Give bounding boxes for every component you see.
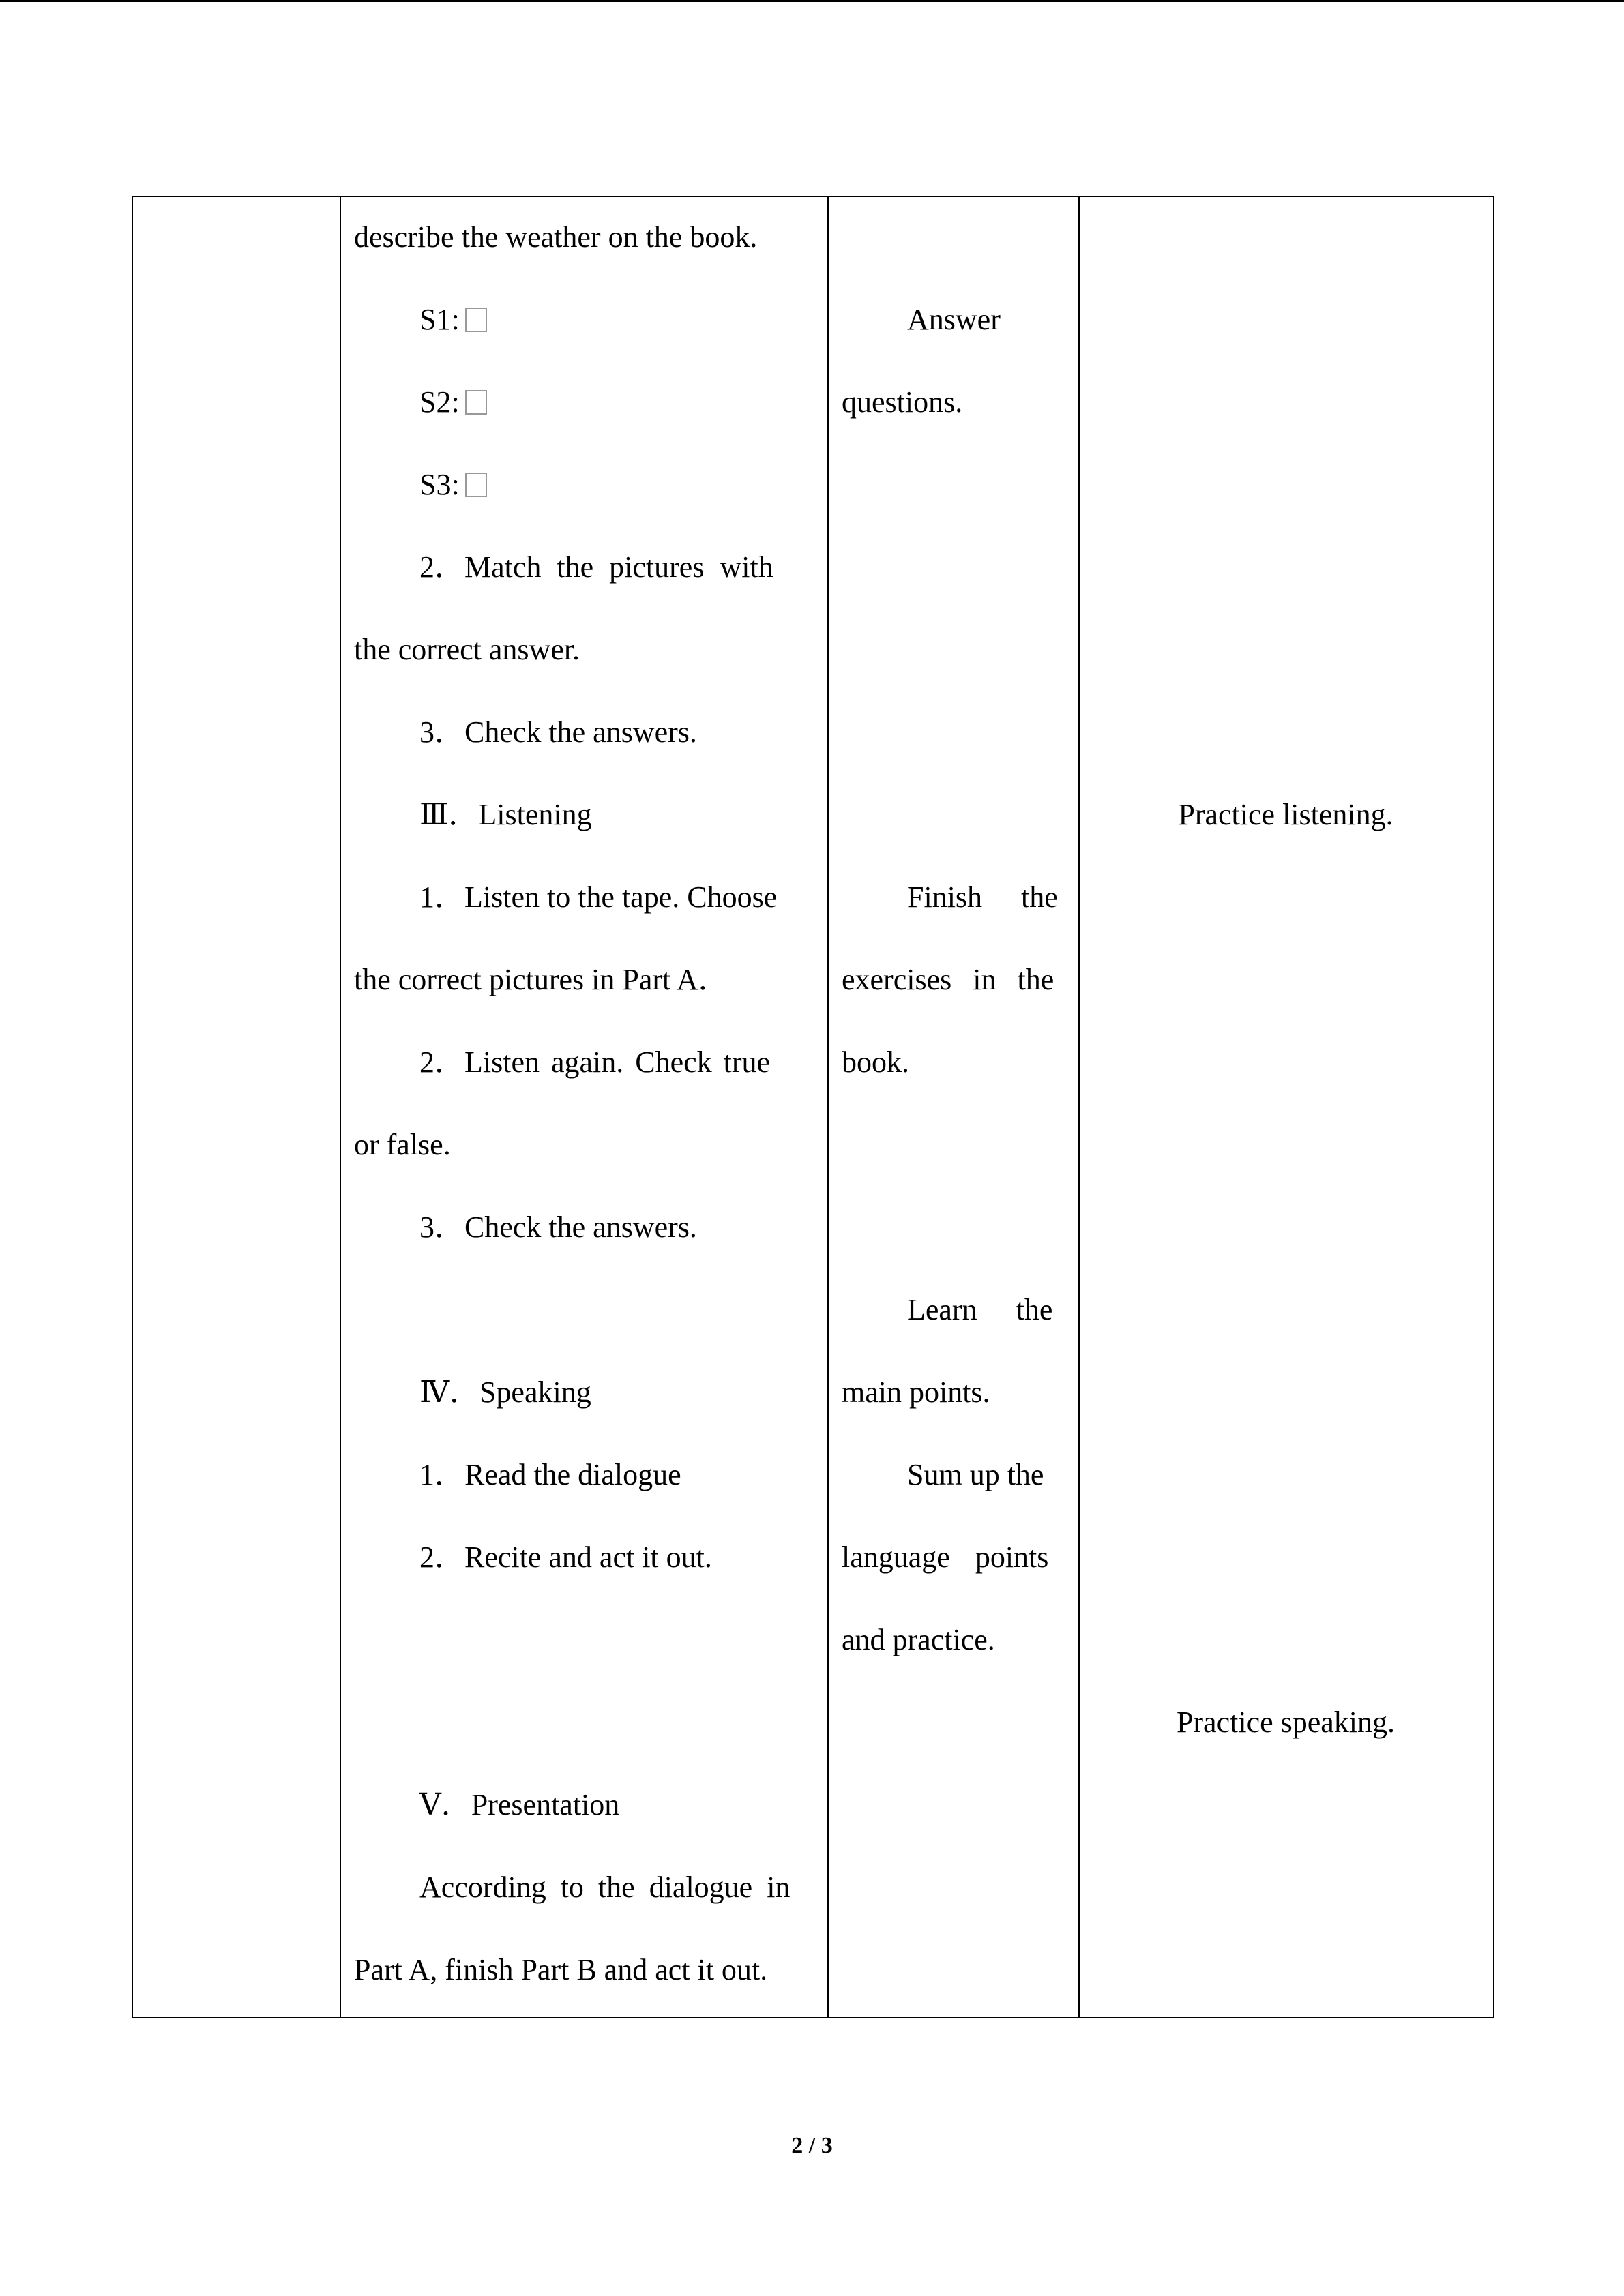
activity-line: 2．Match the pictures with — [419, 550, 773, 584]
student-activity-line: main points. — [842, 1375, 990, 1409]
purpose-line: Practice speaking. — [1176, 1705, 1396, 1739]
activity-line: According to the dialogue in — [419, 1870, 791, 1904]
section-heading-presentation: Ⅴ．Presentation — [419, 1788, 620, 1821]
activity-line: 1．Read the dialogue — [419, 1458, 681, 1491]
student-line-s2 — [354, 361, 814, 443]
teacher-activity-cell — [354, 196, 814, 2016]
column-divider — [827, 196, 829, 2018]
section-heading-speaking: Ⅳ．Speaking — [419, 1375, 591, 1409]
student-activity-line: Learn the — [907, 1293, 1053, 1326]
activity-line: the correct answer. — [354, 633, 580, 666]
page-top-rule — [0, 0, 1624, 2]
blank-box-icon — [465, 390, 487, 415]
student-activity-line: questions. — [842, 385, 963, 419]
page-number: 2 / 3 — [791, 2133, 833, 2158]
lesson-plan-table — [132, 196, 1493, 2017]
student-label: S2: — [419, 385, 460, 419]
purpose-cell — [1080, 196, 1492, 2016]
activity-line: 2．Listen again. Check true — [419, 1045, 771, 1079]
student-activity-line: Finish the — [907, 880, 1058, 914]
student-label: S3: — [419, 468, 460, 501]
activity-line: Part A, finish Part B and act it out. — [354, 1953, 768, 1986]
blank-box-icon — [465, 308, 487, 332]
student-activity-line: Answer — [907, 303, 1001, 336]
student-activity-line: exercises in the — [842, 963, 1054, 996]
purpose-line: Practice listening. — [1178, 798, 1393, 831]
student-activity-line: and practice. — [842, 1623, 995, 1656]
column-divider — [340, 196, 341, 2018]
activity-line: or false. — [354, 1128, 451, 1161]
activity-line: 3．Check the answers. — [419, 715, 697, 749]
activity-line: the correct pictures in Part A． — [354, 963, 728, 996]
activity-line: 3．Check the answers. — [419, 1210, 697, 1244]
activity-line: describe the weather on the book. — [354, 220, 758, 254]
student-activity-line: book. — [842, 1045, 909, 1079]
student-activity-cell — [842, 196, 1065, 2016]
activity-line: 1．Listen to the tape. Choose — [419, 880, 778, 914]
student-label: S1: — [419, 303, 460, 336]
student-activity-line: language points — [842, 1540, 1049, 1574]
student-line-s1 — [354, 278, 814, 361]
activity-line: 2．Recite and act it out. — [419, 1540, 712, 1574]
student-line-s3 — [354, 443, 814, 526]
student-activity-line: Sum up the — [907, 1458, 1044, 1491]
stage-cell — [133, 196, 340, 2016]
blank-box-icon — [465, 473, 487, 497]
section-heading-listening: Ⅲ．Listening — [419, 798, 592, 831]
